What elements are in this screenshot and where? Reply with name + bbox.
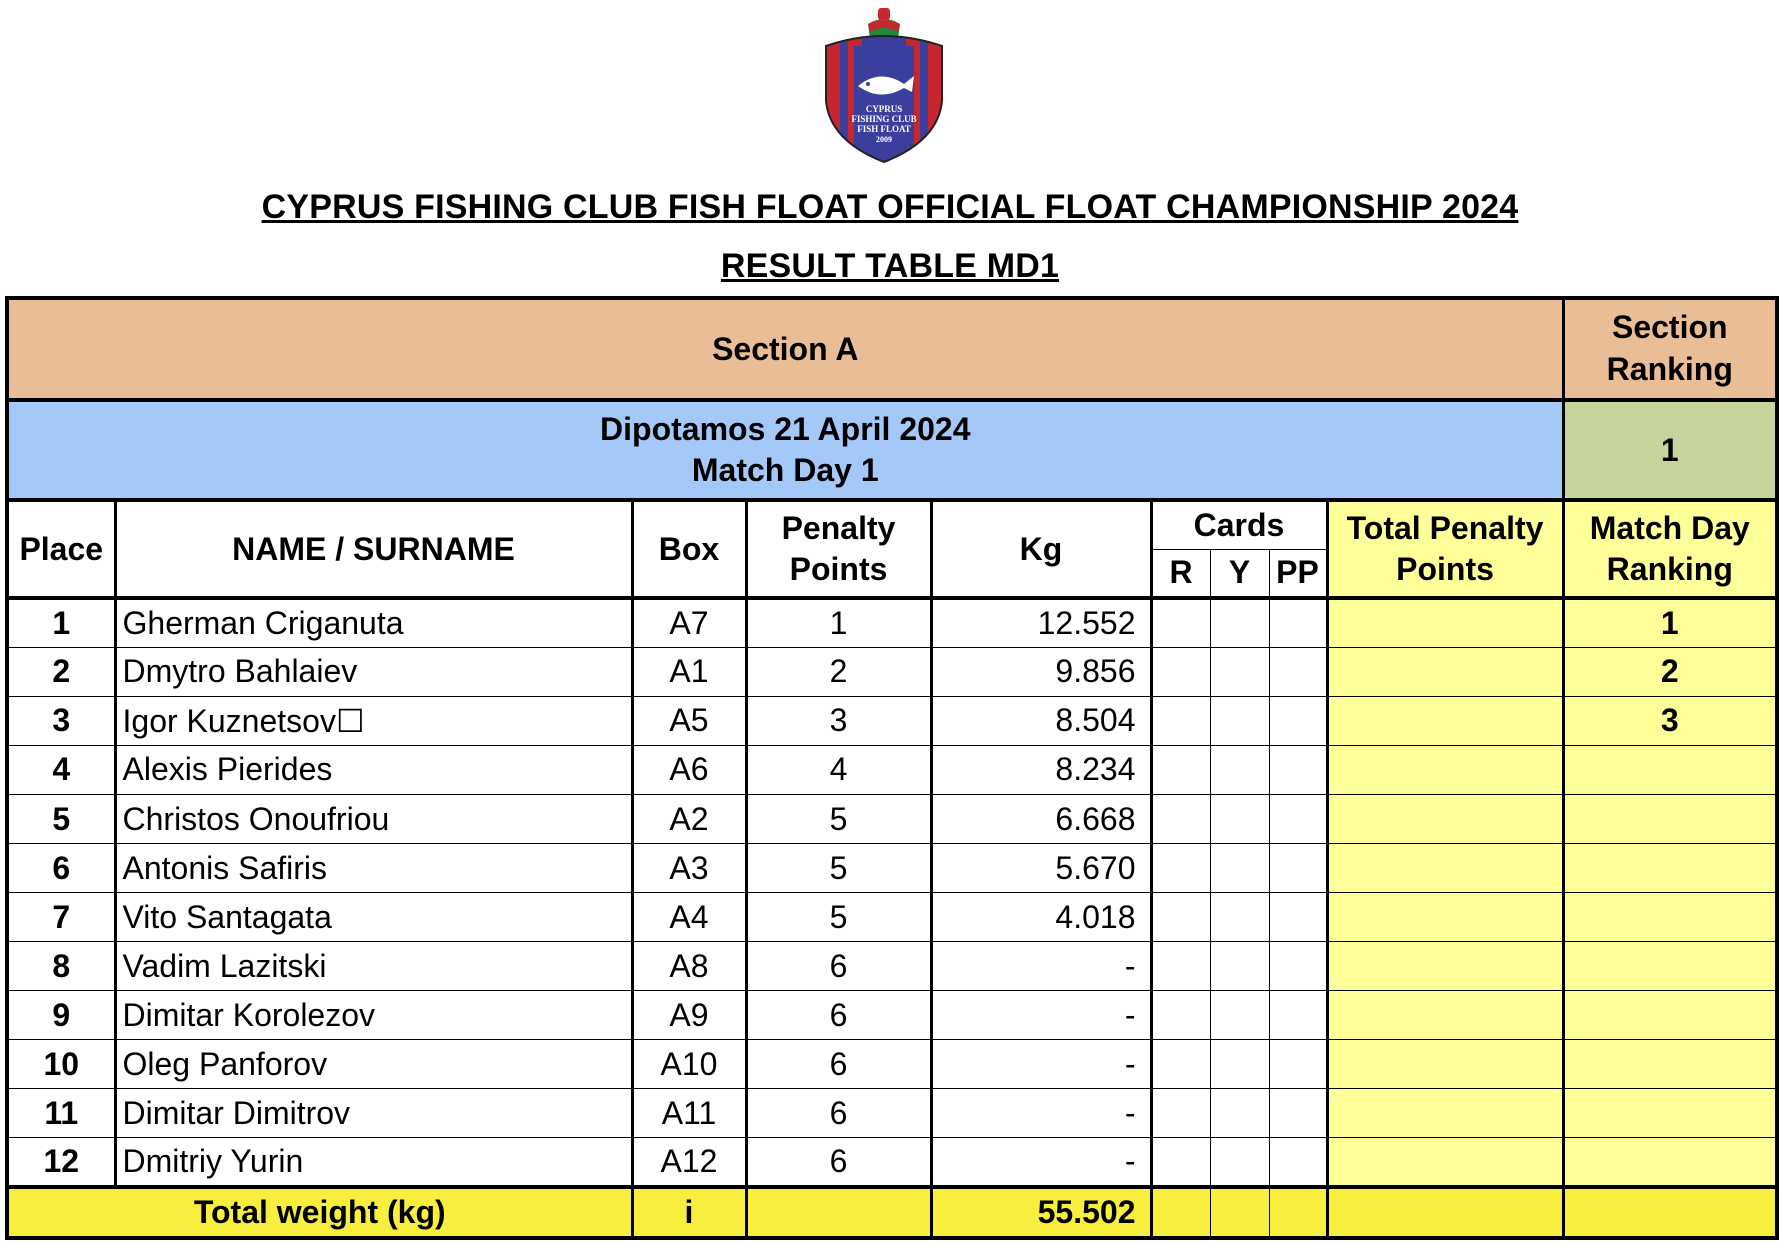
cell-md-rank [1563,844,1777,893]
cell-place: 3 [7,696,115,745]
cell-card-pp [1269,1089,1327,1138]
col-card-y: Y [1210,549,1269,598]
date-block [7,400,1563,500]
total-box: i [632,1187,746,1238]
cell-place: 5 [7,794,115,843]
column-header-row [7,500,1777,549]
col-total-penalty-points: Total Penalty Points [1327,500,1563,598]
cell-md-rank: 1 [1563,598,1777,647]
cell-card-r [1151,844,1210,893]
cell-penalty: 3 [746,696,931,745]
cell-card-r [1151,696,1210,745]
col-match-day-ranking: Match Day Ranking [1563,500,1777,598]
logo-line-2: FISHING CLUB [851,114,917,124]
cell-box: A2 [632,794,746,843]
cell-kg: 4.018 [931,893,1151,942]
cell-card-pp [1269,991,1327,1040]
cell-penalty: 1 [746,598,931,647]
cell-penalty: 2 [746,647,931,696]
table-row [7,1138,1777,1187]
logo-line-3: FISH FLOAT [857,124,911,134]
cell-card-pp [1269,794,1327,843]
col-card-pp: PP [1269,549,1327,598]
cell-total-penalty [1327,794,1563,843]
logo-line-1: CYPRUS [865,104,903,114]
col-cards: Cards [1151,500,1327,549]
cell-total-penalty [1327,1089,1563,1138]
cell-kg: - [931,1138,1151,1187]
cell-penalty: 6 [746,942,931,991]
cell-card-r [1151,991,1210,1040]
total-card-r [1151,1187,1210,1238]
cell-name: Dimitar Dimitrov [115,1089,632,1138]
cell-box: A5 [632,696,746,745]
cell-card-y [1210,991,1269,1040]
cell-place: 1 [7,598,115,647]
page-subtitle: RESULT TABLE MD1 [720,247,1060,285]
table-row [7,598,1777,647]
cell-md-rank [1563,942,1777,991]
cell-card-pp [1269,844,1327,893]
cell-total-penalty [1327,1138,1563,1187]
cell-kg: 9.856 [931,647,1151,696]
total-card-y [1210,1187,1269,1238]
cell-card-r [1151,1089,1210,1138]
cell-name: Vito Santagata [115,893,632,942]
table-row [7,991,1777,1040]
club-logo [818,6,950,166]
cell-kg: 12.552 [931,598,1151,647]
total-weight-label: Total weight (kg) [7,1187,632,1238]
cell-place: 7 [7,893,115,942]
total-total-penalty [1327,1187,1563,1238]
table-row [7,1040,1777,1089]
cell-place: 4 [7,745,115,794]
cell-card-pp [1269,647,1327,696]
cell-card-y [1210,794,1269,843]
cell-place: 8 [7,942,115,991]
cell-card-y [1210,598,1269,647]
cell-penalty: 4 [746,745,931,794]
cell-name: Igor Kuznetsov☐ [115,696,632,745]
cell-card-y [1210,1138,1269,1187]
cell-md-rank: 2 [1563,647,1777,696]
cell-name: Alexis Pierides [115,745,632,794]
col-name: NAME / SURNAME [115,500,632,598]
cell-name: Christos Onoufriou [115,794,632,843]
cell-total-penalty [1327,893,1563,942]
date-line: Dipotamos 21 April 2024 [600,410,971,447]
cell-total-penalty [1327,1040,1563,1089]
cell-box: A1 [632,647,746,696]
cell-box: A9 [632,991,746,1040]
cell-total-penalty [1327,696,1563,745]
cell-kg: - [931,942,1151,991]
date-header-row [7,400,1777,500]
cell-kg: 8.504 [931,696,1151,745]
cell-place: 12 [7,1138,115,1187]
cell-total-penalty [1327,844,1563,893]
cell-card-y [1210,1089,1269,1138]
cell-card-pp [1269,696,1327,745]
cell-card-pp [1269,598,1327,647]
table-row [7,844,1777,893]
match-day-line: Match Day 1 [691,452,879,489]
cell-box: A11 [632,1089,746,1138]
cell-name: Oleg Panforov [115,1040,632,1089]
cell-penalty: 6 [746,1089,931,1138]
section-title: Section A [7,298,1563,400]
cell-penalty: 5 [746,794,931,843]
col-penalty-points: Penalty Points [746,500,931,598]
table-row [7,893,1777,942]
cell-md-rank [1563,1138,1777,1187]
table-row [7,745,1777,794]
cell-card-y [1210,696,1269,745]
total-md-rank [1563,1187,1777,1238]
cell-card-pp [1269,1138,1327,1187]
cell-card-pp [1269,893,1327,942]
cell-card-y [1210,647,1269,696]
cell-place: 11 [7,1089,115,1138]
cell-penalty: 6 [746,991,931,1040]
cell-card-y [1210,844,1269,893]
cell-card-y [1210,893,1269,942]
cell-name: Dmytro Bahlaiev [115,647,632,696]
cell-box: A6 [632,745,746,794]
cell-box: A10 [632,1040,746,1089]
cell-box: A7 [632,598,746,647]
cell-md-rank [1563,794,1777,843]
cell-card-r [1151,893,1210,942]
cell-place: 2 [7,647,115,696]
table-row [7,1089,1777,1138]
totals-row [7,1187,1777,1238]
cell-card-r [1151,794,1210,843]
cell-name: Vadim Lazitski [115,942,632,991]
col-place: Place [7,500,115,598]
cell-kg: 8.234 [931,745,1151,794]
col-box: Box [632,500,746,598]
cell-box: A4 [632,893,746,942]
cell-penalty: 5 [746,893,931,942]
col-kg: Kg [931,500,1151,598]
cell-penalty: 6 [746,1040,931,1089]
cell-name: Dimitar Korolezov [115,991,632,1040]
section-ranking-value: 1 [1563,400,1777,500]
cell-card-pp [1269,1040,1327,1089]
table-row [7,647,1777,696]
total-weight-value: 55.502 [931,1187,1151,1238]
col-card-r: R [1151,549,1210,598]
cell-md-rank [1563,1089,1777,1138]
cell-card-pp [1269,942,1327,991]
cell-penalty: 5 [746,844,931,893]
cell-card-r [1151,598,1210,647]
cell-card-r [1151,942,1210,991]
page-title: CYPRUS FISHING CLUB FISH FLOAT OFFICIAL FLOAT CHAMPIONSHIP 2024 [261,188,1519,226]
cell-total-penalty [1327,598,1563,647]
cell-card-r [1151,1040,1210,1089]
cell-total-penalty [1327,942,1563,991]
cell-card-pp [1269,745,1327,794]
cell-md-rank [1563,991,1777,1040]
cell-name: Antonis Safiris [115,844,632,893]
cell-box: A8 [632,942,746,991]
cell-total-penalty [1327,991,1563,1040]
cell-total-penalty [1327,745,1563,794]
cell-kg: - [931,1089,1151,1138]
cell-card-r [1151,745,1210,794]
cell-md-rank [1563,1040,1777,1089]
results-table [5,296,1779,1240]
logo-line-4: 2009 [876,135,892,144]
cell-name: Dmitriy Yurin [115,1138,632,1187]
cell-total-penalty [1327,647,1563,696]
section-header-row [7,298,1777,400]
cell-place: 10 [7,1040,115,1089]
cell-kg: 5.670 [931,844,1151,893]
cell-card-r [1151,647,1210,696]
total-card-pp [1269,1187,1327,1238]
table-row [7,942,1777,991]
cell-kg: 6.668 [931,794,1151,843]
cell-name: Gherman Criganuta [115,598,632,647]
cell-card-y [1210,745,1269,794]
cell-md-rank [1563,745,1777,794]
cell-box: A3 [632,844,746,893]
cell-kg: - [931,1040,1151,1089]
cell-box: A12 [632,1138,746,1187]
cell-place: 6 [7,844,115,893]
cell-md-rank: 3 [1563,696,1777,745]
cell-card-r [1151,1138,1210,1187]
table-row [7,794,1777,843]
section-ranking-header: Section Ranking [1563,298,1777,400]
total-penalty-empty [746,1187,931,1238]
cell-place: 9 [7,991,115,1040]
table-row [7,696,1777,745]
cell-penalty: 6 [746,1138,931,1187]
cell-md-rank [1563,893,1777,942]
cell-card-y [1210,942,1269,991]
cell-card-y [1210,1040,1269,1089]
cell-kg: - [931,991,1151,1040]
